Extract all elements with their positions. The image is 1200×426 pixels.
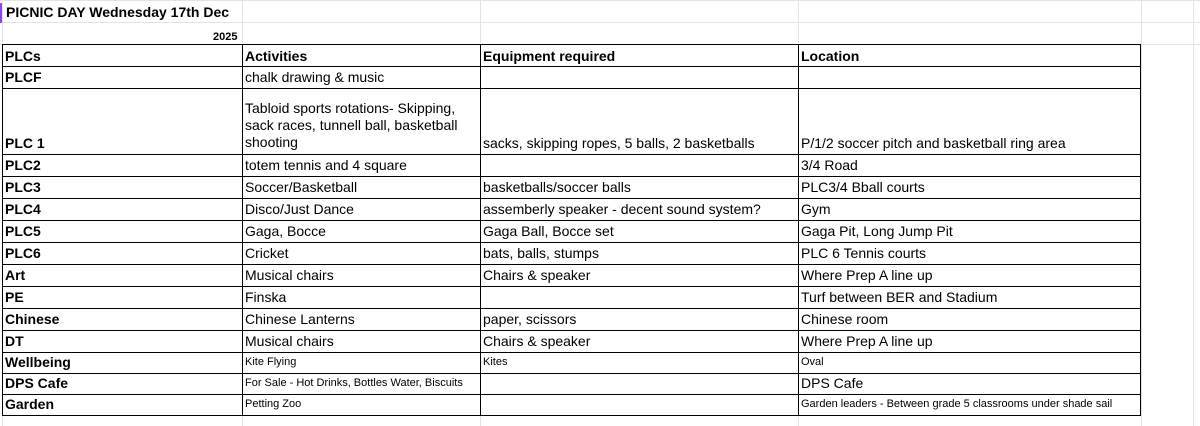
table-cell-location[interactable]: Gaga Pit, Long Jump Pit [801,223,953,239]
table-cell-equipment[interactable]: Kites [483,356,508,368]
table-cell-location[interactable]: Where Prep A line up [801,333,933,349]
table-cell-location[interactable]: PLC3/4 Bball courts [801,179,925,195]
table-cell-location[interactable]: Oval [801,356,824,368]
table-cell-plc[interactable]: PLC4 [5,201,41,217]
table-cell-location[interactable]: Garden leaders - Between grade 5 classrooms under shade sail [801,398,1113,410]
gridline [0,22,1200,23]
gridline [0,0,1200,1]
table-cell-activity[interactable]: Kite Flying [245,356,297,368]
sheet-title[interactable]: PICNIC DAY Wednesday 17th Dec [6,4,230,20]
gridline [1193,0,1194,426]
table-cell-plc[interactable]: Wellbeing [5,354,71,370]
table-cell-equipment[interactable]: sacks, skipping ropes, 5 balls, 2 basketballs [483,135,755,151]
table-cell-activity[interactable]: Finska [245,289,287,305]
table-cell-location[interactable]: Gym [801,201,831,217]
table-cell-equipment[interactable] [480,286,798,308]
table-cell-activity[interactable]: Tabloid sports rotations- Skipping, sack races, tunnell ball, basketball shooting [245,100,458,150]
table-cell-activity[interactable]: Gaga, Bocce [245,223,326,239]
table-cell-equipment[interactable] [480,394,798,415]
column-header[interactable]: Location [801,48,860,64]
table-cell-equipment[interactable]: Chairs & speaker [483,333,591,349]
column-border [798,44,799,415]
table-cell-location[interactable]: DPS Cafe [801,375,864,391]
table-cell-activity[interactable]: Disco/Just Dance [245,201,354,217]
table-cell-equipment[interactable]: bats, balls, stumps [483,245,599,261]
table-cell-location[interactable]: Where Prep A line up [801,267,933,283]
table-cell-plc[interactable]: PLC5 [5,223,41,239]
table-cell-equipment[interactable] [480,373,798,394]
table-cell-equipment[interactable] [480,154,798,176]
table-cell-activity[interactable]: Musical chairs [245,333,334,349]
table-cell-equipment[interactable]: Gaga Ball, Bocce set [483,223,614,239]
table-cell-equipment[interactable]: paper, scissors [483,311,577,327]
sheet-year[interactable]: 2025 [213,31,238,43]
table-cell-plc[interactable]: DPS Cafe [5,375,69,391]
table-cell-plc[interactable]: PLC 1 [5,135,45,151]
table-cell-location[interactable]: 3/4 Road [801,157,858,173]
column-header[interactable]: Equipment required [483,48,616,64]
table-cell-activity[interactable]: Soccer/Basketball [245,179,358,195]
table-cell-activity[interactable]: Petting Zoo [245,398,302,410]
table-cell-location[interactable]: Chinese room [801,311,889,327]
row-border [2,415,1141,416]
table-cell-equipment[interactable]: Chairs & speaker [483,267,591,283]
table-cell-location[interactable]: Turf between BER and Stadium [801,289,998,305]
table-cell-equipment[interactable]: basketballs/soccer balls [483,179,631,195]
table-cell-plc[interactable]: PLC3 [5,179,41,195]
table-cell-activity[interactable]: Musical chairs [245,267,334,283]
table-cell-activity[interactable]: chalk drawing & music [245,69,385,85]
gridline [1141,0,1142,426]
table-cell-location[interactable]: PLC 6 Tennis courts [801,245,927,261]
table-cell-activity[interactable]: Chinese Lanterns [245,311,355,327]
table-cell-plc[interactable]: Garden [5,396,55,412]
column-border [242,44,243,415]
table-cell-plc[interactable]: Chinese [5,311,60,327]
table-cell-plc[interactable]: PE [5,289,24,305]
table-cell-plc[interactable]: DT [5,333,24,349]
table-cell-plc[interactable]: PLC2 [5,157,41,173]
column-header[interactable]: PLCs [5,48,41,64]
column-header[interactable]: Activities [245,48,308,64]
table-cell-plc[interactable]: PLCF [5,69,42,85]
column-border [480,44,481,415]
table-cell-location[interactable] [798,66,1141,88]
table-cell-plc[interactable]: PLC6 [5,245,41,261]
selection-indicator [0,3,2,23]
table-cell-activity[interactable]: Cricket [245,245,289,261]
table-cell-location[interactable]: P/1/2 soccer pitch and basketball ring area [801,135,1066,151]
table-cell-activity[interactable]: totem tennis and 4 square [245,157,407,173]
table-cell-equipment[interactable]: assemberly speaker - decent sound system? [483,201,761,217]
table-cell-plc[interactable]: Art [5,267,26,283]
table-cell-activity[interactable]: For Sale - Hot Drinks, Bottles Water, Biscuits [245,377,463,389]
table-cell-equipment[interactable] [480,66,798,88]
